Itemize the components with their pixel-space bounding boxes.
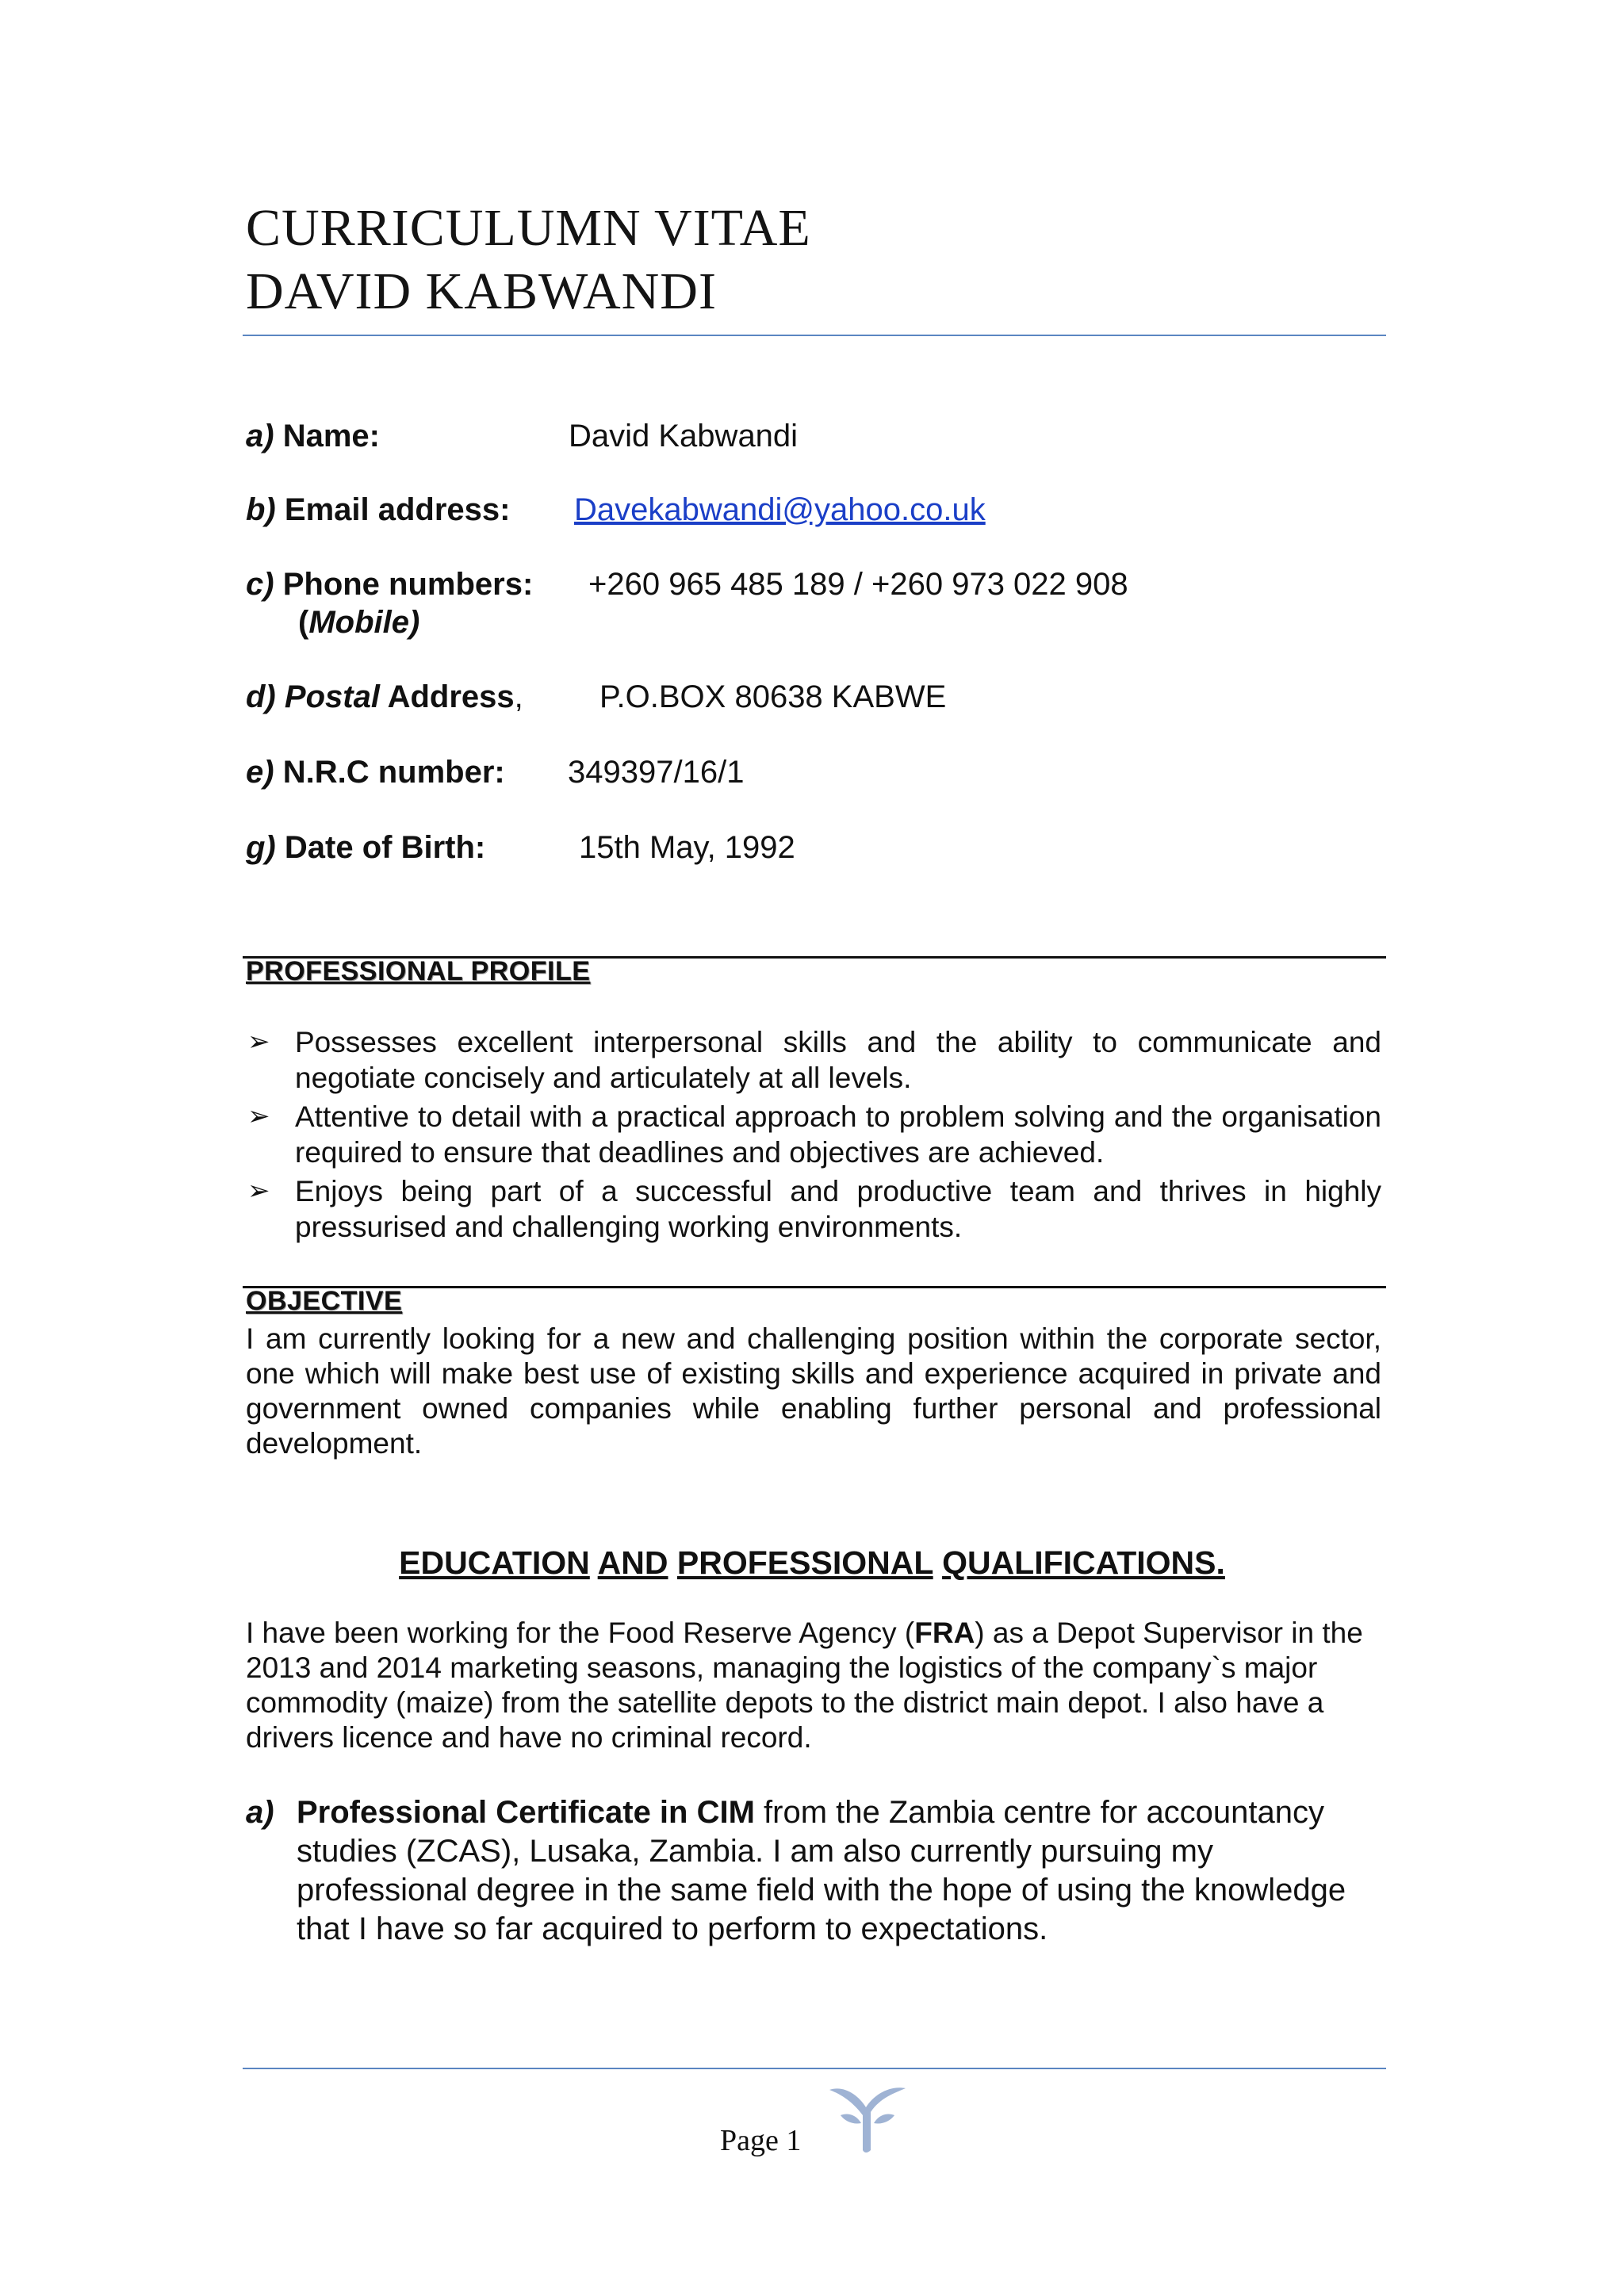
postal-label-italic: Postal <box>284 679 380 714</box>
nrc-field <box>246 753 745 791</box>
objective-text: I am currently looking for a new and challenging position within the corporate sector, one which will make best use of existing skills and experience acquired in private and government owned companies while enabling further personal and professional development. <box>246 1322 1381 1460</box>
document-title <box>246 197 1388 323</box>
leaf-logo-icon <box>826 2084 909 2156</box>
title-line-2: DAVID KABWANDI <box>246 262 717 320</box>
phone-label: Phone numbers: <box>282 567 534 602</box>
postal-value: P.O.BOX 80638 KABWE <box>599 679 947 714</box>
phone-value: +260 965 485 189 / +260 973 022 908 <box>588 567 1128 602</box>
work-agency-abbr: FRA <box>914 1617 975 1649</box>
profile-item-text: Enjoys being part of a successful and productive team and thrives in highly pressurised and challenging working environments. <box>295 1175 1381 1243</box>
phone-field <box>246 565 1128 641</box>
education-heading-word: EDUCATION <box>399 1544 590 1581</box>
profile-item-text: Possesses excellent interpersonal skills and the ability to communicate and negotiate concisely and articulately at all levels. <box>295 1026 1381 1094</box>
bullet-arrow-icon: ➢ <box>247 1176 270 1206</box>
bullet-arrow-icon: ➢ <box>247 1027 270 1057</box>
nrc-label: N.R.C number: <box>282 755 505 790</box>
name-value: David Kabwandi <box>569 419 799 453</box>
education-heading <box>0 1544 1624 1582</box>
postal-comma: , <box>514 679 523 714</box>
header-divider <box>243 335 1386 336</box>
profile-heading: PROFESSIONAL PROFILE <box>246 956 591 986</box>
postal-label: Address <box>379 679 515 714</box>
work-experience-text <box>246 1616 1381 1755</box>
work-text-start: I have been working for the Food Reserve Agency ( <box>246 1617 915 1649</box>
qualification-title: Professional Certificate in CIM <box>297 1795 755 1830</box>
bullet-arrow-icon: ➢ <box>247 1101 270 1131</box>
phone-type-open: ( <box>298 605 309 640</box>
dob-label: Date of Birth: <box>284 830 486 865</box>
profile-item <box>246 1099 1381 1170</box>
email-link[interactable]: Davekabwandi@yahoo.co.uk <box>574 492 986 527</box>
profile-list <box>246 1024 1381 1248</box>
profile-item <box>246 1024 1381 1096</box>
dob-field <box>246 828 795 867</box>
objective-divider <box>243 1286 1386 1288</box>
email-field <box>246 491 986 529</box>
name-label: Name: <box>282 419 380 453</box>
education-heading-word: PROFESSIONAL <box>676 1544 933 1581</box>
footer-divider <box>243 2068 1386 2069</box>
profile-item-text: Attentive to detail with a practical approach to problem solving and the organisation required to ensure that deadlines and objectives are achieved. <box>295 1100 1381 1169</box>
education-heading-word: AND <box>597 1544 668 1581</box>
nrc-value: 349397/16/1 <box>568 755 745 790</box>
title-line-1: CURRICULUMN VITAE <box>246 199 811 257</box>
name-field <box>246 417 799 455</box>
profile-item <box>246 1173 1381 1245</box>
email-prefix: b) <box>246 492 276 527</box>
phone-type-label: Mobile) <box>308 605 420 640</box>
work-text-end: ) as a Depot Supervisor in the 2013 and 2014 marketing seasons, managing the logistics of the company`s major commodity (maize) from the satellite depots to the district main depot. I also have a drivers licence and have no criminal record. <box>246 1617 1363 1754</box>
phone-type <box>246 603 533 641</box>
qualification-item <box>246 1793 1381 1949</box>
education-heading-word: QUALIFICATIONS. <box>942 1544 1225 1581</box>
dob-prefix: g) <box>246 830 276 865</box>
nrc-prefix: e) <box>246 755 274 790</box>
dob-value: 15th May, 1992 <box>579 830 795 865</box>
qualification-text: from the Zambia centre for accountancy studies (ZCAS), Lusaka, Zambia. I am also currently pursuing my professional degree in the same field with the hope of using the knowledge that I have so far acquired to perform to expectations. <box>297 1795 1346 1946</box>
postal-prefix: d) <box>246 679 276 714</box>
postal-field <box>246 678 947 716</box>
page-number: Page 1 <box>720 2124 802 2157</box>
qualification-prefix: a) <box>246 1795 274 1830</box>
email-label: Email address: <box>284 492 511 527</box>
phone-prefix: c) <box>246 567 274 602</box>
objective-heading: OBJECTIVE <box>246 1286 403 1316</box>
name-prefix: a) <box>246 419 274 453</box>
